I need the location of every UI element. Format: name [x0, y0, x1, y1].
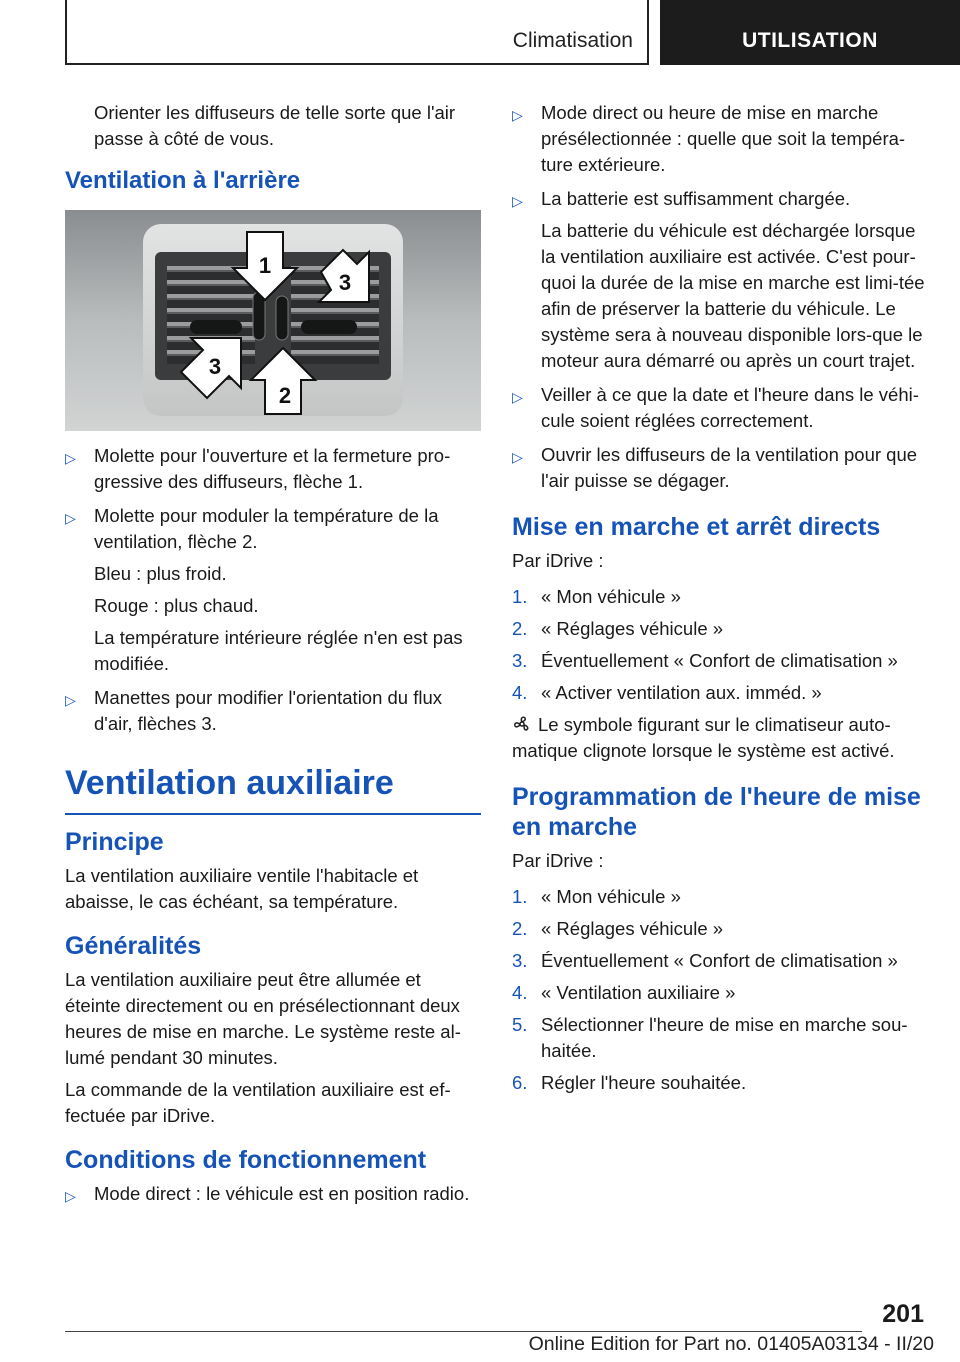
list-item: 5. Sélectionner l'heure de mise en marche sou-haitée.: [512, 1014, 908, 1061]
program-intro: Par iDrive :: [512, 850, 604, 871]
conditions-bullets: [65, 1181, 481, 1207]
list-item: 1. « Mon véhicule »: [512, 586, 681, 607]
aux-ventilation-heading: Ventilation auxiliaire: [65, 764, 394, 802]
list-item: 2. « Réglages véhicule »: [512, 618, 724, 639]
intro-text: Orienter les diffuseurs de telle sorte que l'air passe à côté de vous.: [94, 102, 456, 149]
list-item: 3. Éventuellement « Confort de climatisation »: [512, 650, 898, 671]
list-item: ▷ Ouvrir les diffuseurs de la ventilation pour que l'air puisse se dégager.: [512, 444, 918, 491]
header-section-box: [65, 0, 649, 65]
footer-divider: [65, 1331, 862, 1332]
rear-vent-figure: [65, 210, 481, 431]
fan-icon: [512, 715, 532, 733]
sub-text: La batterie du véhicule est déchargée lorsque la ventilation auxiliaire est activée. C'est pour-quoi la durée de la mise en marche est limi-tée afin de préserver la batterie du véhicule. Le système sera à nouveau disponible lors-que le moteur aura démarré ou après un court trajet.: [541, 220, 925, 371]
list-item: 4. « Ventilation auxiliaire »: [512, 982, 736, 1003]
list-item: 6. Régler l'heure souhaitée.: [512, 1072, 747, 1093]
sub-text: Bleu : plus froid.: [94, 563, 227, 584]
heading-divider: [65, 813, 481, 815]
list-item: ▷ Mode direct ou heure de mise en marche présélectionnée : quelle que soit la tempéra-ture extérieure.: [512, 102, 906, 175]
list-item: 4. « Activer ventilation aux. imméd. »: [512, 682, 822, 703]
conditions-bullets-continued: [512, 100, 930, 494]
list-item: 1. « Mon véhicule »: [512, 886, 681, 907]
triangle-bullet-icon: ▷: [512, 193, 523, 209]
page-number: 201: [882, 1300, 924, 1328]
direct-intro: Par iDrive :: [512, 550, 604, 571]
triangle-bullet-icon: ▷: [65, 510, 76, 526]
list-item: ▷ Mode direct : le véhicule est en position radio.: [65, 1181, 481, 1207]
triangle-bullet-icon: ▷: [65, 450, 76, 466]
list-item: 2. « Réglages véhicule »: [512, 918, 724, 939]
symbol-note: Le symbole figurant sur le climatiseur auto-matique clignote lorsque le système est activé.: [512, 714, 895, 761]
rear-vent-bullets: [65, 443, 481, 737]
sub-text: La température intérieure réglée n'en est pas modifiée.: [94, 627, 463, 674]
edition-text: Online Edition for Part no. 01405A03134 - II/20: [528, 1333, 934, 1355]
program-heading: Programmation de l'heure de mise en marche: [512, 783, 921, 841]
list-item: ▷ Manettes pour modifier l'orientation du flux d'air, flèches 3.: [65, 687, 443, 734]
list-item: ▷ La batterie est suffisamment chargée. La batterie du véhicule est déchargée lorsque la ventilation auxiliaire est activée. C'est pour-quoi la durée de la mise en marche est limi-tée afin de préserver la batterie du véhicule. Le système sera à nouveau disponible lors-que le moteur aura démarré ou après un court trajet.: [512, 186, 930, 374]
triangle-bullet-icon: ▷: [65, 1188, 76, 1204]
header-chapter-box: [660, 0, 960, 65]
figure-label-3-bottom: 3: [208, 354, 222, 379]
general-text-2: La commande de la ventilation auxiliaire est ef-fectuée par iDrive.: [65, 1079, 451, 1126]
general-text-1: La ventilation auxiliaire peut être allumée et éteinte directement ou en présélectionnant deux heures de mise en marche. Le système reste al-lumé pendant 30 minutes.: [65, 969, 461, 1068]
list-item: ▷ Veiller à ce que la date et l'heure dans le véhi-cule soient réglées correctement.: [512, 384, 919, 431]
triangle-bullet-icon: ▷: [512, 389, 523, 405]
direct-heading: Mise en marche et arrêt directs: [512, 513, 881, 541]
rear-ventilation-heading: Ventilation à l'arrière: [65, 167, 301, 194]
sub-text: Rouge : plus chaud.: [94, 595, 259, 616]
principle-text: La ventilation auxiliaire ventile l'habitacle et abaisse, le cas échéant, sa température.: [65, 865, 419, 912]
figure-label-3-top: 3: [338, 270, 352, 295]
conditions-heading: Conditions de fonctionnement: [65, 1146, 427, 1174]
general-heading: Généralités: [65, 932, 202, 960]
figure-label-2: 2: [278, 383, 292, 408]
triangle-bullet-icon: ▷: [512, 107, 523, 123]
list-item: 3. Éventuellement « Confort de climatisation »: [512, 950, 898, 971]
triangle-bullet-icon: ▷: [65, 692, 76, 708]
direct-steps: [512, 584, 930, 706]
list-item: ▷ Molette pour moduler la température de la ventilation, flèche 2. Bleu : plus froid. Rouge : plus chaud. La température intérieure réglée n'en est pas modifiée.: [65, 503, 481, 677]
figure-label-1: 1: [258, 253, 272, 278]
chapter-title: UTILISATION: [742, 29, 878, 52]
left-column: [65, 100, 481, 1215]
principle-heading: Principe: [65, 828, 164, 856]
section-title: Climatisation: [512, 29, 633, 52]
right-column: [512, 100, 930, 1102]
list-item: ▷ Molette pour l'ouverture et la fermeture pro-gressive des diffuseurs, flèche 1.: [65, 445, 451, 492]
program-steps: [512, 884, 930, 1096]
triangle-bullet-icon: ▷: [512, 449, 523, 465]
